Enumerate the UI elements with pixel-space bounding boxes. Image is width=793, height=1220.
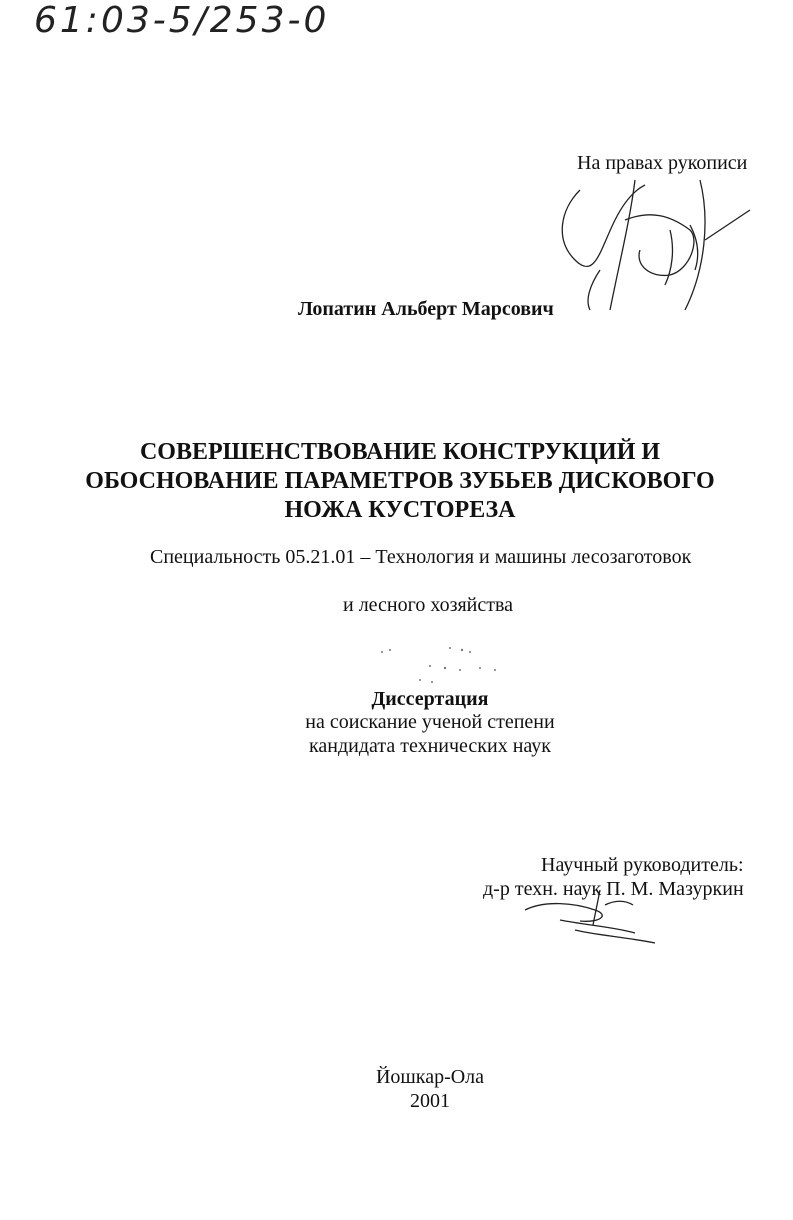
dissertation-title xyxy=(60,438,740,525)
title-line-2: ОБОСНОВАНИЕ ПАРАМЕТРОВ ЗУБЬЕВ ДИСКОВОГО xyxy=(85,468,715,494)
work-type: Диссертация xyxy=(371,688,489,710)
city: Йошкар-Ола xyxy=(375,1066,485,1088)
specialty-line-1: Специальность 05.21.01 – Технология и машины лесозаготовок xyxy=(150,546,692,568)
year: 2001 xyxy=(410,1090,450,1112)
supervisor-name: д-р техн. наук П. М. Мазуркин xyxy=(483,878,744,900)
rights-note: На правах рукописи xyxy=(577,152,748,174)
title-line-3: НОЖА КУСТОРЕЗА xyxy=(284,497,516,523)
title-line-1: СОВЕРШЕНСТВОВАНИЕ КОНСТРУКЦИЙ И xyxy=(139,439,661,465)
degree-line-2: кандидата технических наук xyxy=(308,735,552,757)
specialty-line-2: и лесного хозяйства xyxy=(343,594,514,616)
archive-code: 61:03-5/253-0 xyxy=(34,0,330,41)
author-name: Лопатин Альберт Марсович xyxy=(298,298,554,320)
degree-line-1: на соискание ученой степени xyxy=(305,711,555,733)
author-signature xyxy=(540,160,770,320)
faint-stamp-marks xyxy=(370,640,510,690)
supervisor-label: Научный руководитель: xyxy=(541,854,744,876)
supervisor-signature xyxy=(515,885,665,955)
